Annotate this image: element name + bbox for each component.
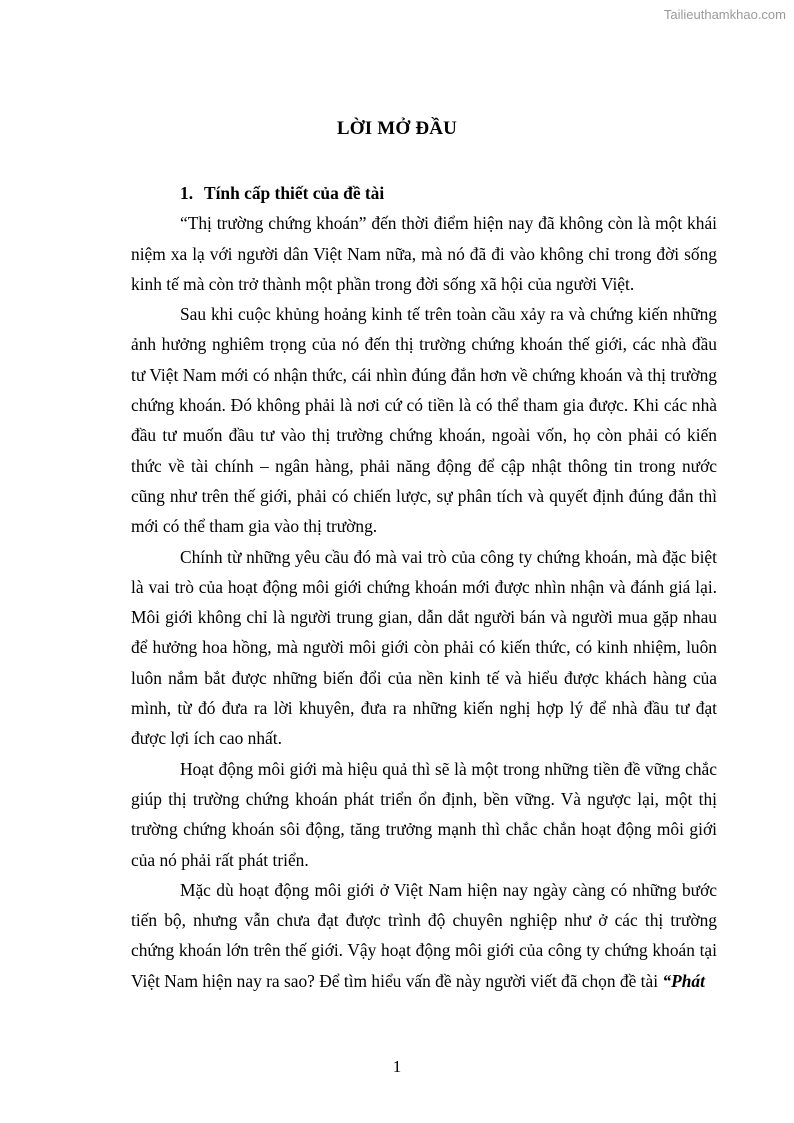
section-heading xyxy=(131,178,717,208)
watermark: Tailieuthamkhao.com xyxy=(663,7,786,22)
paragraph: Sau khi cuộc khủng hoảng kinh tế trên toàn cầu xảy ra và chứng kiến những ảnh hưởng nghiêm trọng của nó đến thị trường chứng khoán thế giới, các nhà đầu tư Việt Nam mới có nhận thức, cái nhìn đúng đắn hơn về chứng khoán và thị trường chứng khoán. Đó không phải là nơi cứ có tiền là có thể tham gia được. Khi các nhà đầu tư muốn đầu tư vào thị trường chứng khoán, ngoài vốn, họ còn phải có kiến thức về tài chính – ngân hàng, phải năng động để cập nhật thông tin trong nước cũng như trên thế giới, phải có chiến lược, sự phân tích và quyết định đúng đắn thì mới có thể tham gia vào thị trường. xyxy=(131,304,717,537)
section-heading-text: Tính cấp thiết của đề tài xyxy=(204,183,385,203)
section-number: 1. xyxy=(180,183,194,203)
paragraph: Chính từ những yêu cầu đó mà vai trò của công ty chứng khoán, mà đặc biệt là vai trò của hoạt động môi giới chứng khoán mới được nhìn nhận và đánh giá lại. Môi giới không chỉ là người trung gian, dẫn dắt người bán và người mua gặp nhau để hưởng hoa hồng, mà người môi giới còn phải có kiến thức, có kinh nhiệm, luôn luôn nắm bắt được những biến đổi của nền kinh tế và hiểu được khách hàng của mình, từ đó đưa ra lời khuyên, đưa ra những kiến nghị hợp lý để nhà đầu tư đạt được lợi ích cao nhất. xyxy=(131,546,717,749)
paragraph xyxy=(131,875,717,996)
thesis-title-emphasis: “Phát xyxy=(662,970,705,991)
document-body xyxy=(131,178,717,996)
paragraph-text: Mặc dù hoạt động môi giới ở Việt Nam hiện nay ngày càng có những bước tiến bộ, nhưng vẫn chưa đạt được trình độ chuyên nghiệp như ở các thị trường chứng khoán lớn trên thế giới. Vậy hoạt động môi giới của công ty chứng khoán tại Việt Nam hiện nay ra sao? Để tìm hiểu vấn đề này người viết đã chọn đề tài xyxy=(131,879,717,991)
page-number: 1 xyxy=(392,1057,402,1076)
page-title: LỜI MỞ ĐẦU xyxy=(336,118,458,139)
paragraph: Hoạt động môi giới mà hiệu quả thì sẽ là một trong những tiền đề vững chắc giúp thị trường chứng khoán phát triển ổn định, bền vững. Và ngược lại, một thị trường chứng khoán sôi động, tăng trưởng mạnh thì chắc chắn hoạt động môi giới của nó phải rất phát triển. xyxy=(131,758,717,870)
paragraph: “Thị trường chứng khoán” đến thời điểm hiện nay đã không còn là một khái niệm xa lạ với người dân Việt Nam nữa, mà nó đã đi vào không chỉ trong đời sống kinh tế mà còn trở thành một phần trong đời sống xã hội của người Việt. xyxy=(131,213,717,294)
